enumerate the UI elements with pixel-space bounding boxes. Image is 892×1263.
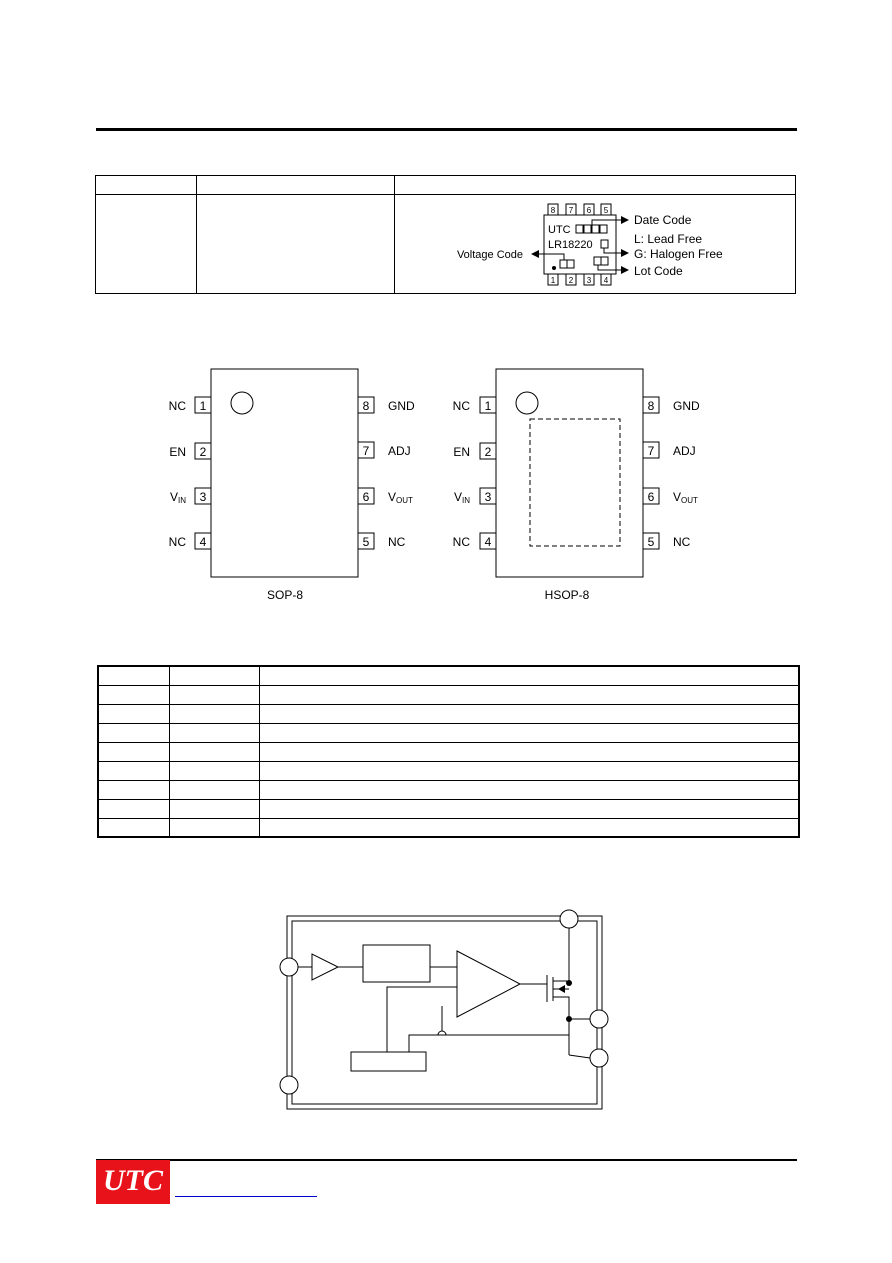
marking-date-code: Date Code xyxy=(634,213,692,227)
hsop8-pin-5: 5 xyxy=(647,535,655,549)
sop8-pin-8-name: GND xyxy=(388,399,415,413)
sop8-pin-8: 8 xyxy=(362,399,370,413)
hsop8-pin-6: 6 xyxy=(647,490,655,504)
hsop8-pin-5-name: NC xyxy=(673,535,691,549)
sop8-pin-5: 5 xyxy=(362,535,370,549)
marking-pin-5: 5 xyxy=(603,206,609,215)
block-pin-right-2 xyxy=(590,1049,608,1067)
header-rule xyxy=(96,128,797,131)
website-link[interactable] xyxy=(175,1182,317,1197)
marking-lot-code: Lot Code xyxy=(634,264,683,278)
marking-top-pins xyxy=(548,204,611,215)
pin-configuration xyxy=(150,360,740,610)
marking-pin-7: 7 xyxy=(568,206,574,215)
sop8-pin-2: 2 xyxy=(199,445,207,459)
block-error-amplifier xyxy=(457,951,520,1017)
marking-voltage-code: Voltage Code xyxy=(456,249,523,261)
hsop8-pin-3-name: VIN xyxy=(453,490,470,505)
marking-chip-part: LR18220 xyxy=(548,239,593,251)
sop8-pin-7: 7 xyxy=(362,444,370,458)
sop8-pin-7-name: ADJ xyxy=(388,444,411,458)
sop8-pin-6: 6 xyxy=(362,490,370,504)
sop8-pin-4: 4 xyxy=(199,535,207,549)
hsop8-pin-8: 8 xyxy=(647,399,655,413)
sop8-pin-6-name: VOUT xyxy=(388,490,413,505)
utc-logo: UTC xyxy=(96,1160,170,1204)
marking-header-2 xyxy=(197,176,395,195)
marking-bottom-pins xyxy=(548,274,611,285)
sop8-label: SOP-8 xyxy=(266,588,304,602)
marking-pin-1: 1 xyxy=(550,276,556,285)
sop8-pin-1: 1 xyxy=(199,399,207,413)
marking-pin-4: 4 xyxy=(603,276,609,285)
block-buffer xyxy=(312,954,338,980)
footer-rule xyxy=(96,1159,797,1161)
sop8-pin-3-name: VIN xyxy=(169,490,186,505)
hsop8-package xyxy=(453,369,700,602)
block-diagram xyxy=(272,905,617,1115)
hsop8-pin-4: 4 xyxy=(484,535,492,549)
marking-diagram xyxy=(440,198,740,290)
marking-header-1 xyxy=(96,176,197,195)
hsop8-pin-4-name: NC xyxy=(452,535,470,549)
marking-pin-8: 8 xyxy=(550,206,556,215)
marking-header-3 xyxy=(395,176,796,195)
hsop8-pin-3: 3 xyxy=(484,490,492,504)
hsop8-pin-1-name: NC xyxy=(452,399,470,413)
sop8-pin-2-name: EN xyxy=(169,445,186,459)
hsop8-pin-6-name: VOUT xyxy=(673,490,698,505)
hsop8-pin-1: 1 xyxy=(484,399,492,413)
pin-description-table xyxy=(97,665,800,838)
marking-pin-6: 6 xyxy=(586,206,592,215)
hsop8-pin-2-name: EN xyxy=(453,445,470,459)
sop8-pin-1-name: NC xyxy=(168,399,186,413)
hsop8-pin-7-name: ADJ xyxy=(673,444,696,458)
sop8-pin-3: 3 xyxy=(199,490,207,504)
hsop8-pin-2: 2 xyxy=(484,445,492,459)
sop8-package xyxy=(169,369,415,602)
sop8-pin-5-name: NC xyxy=(388,535,406,549)
sop8-pin-4-name: NC xyxy=(168,535,186,549)
block-pin-bottom-left xyxy=(280,1076,298,1094)
marking-pin-3: 3 xyxy=(586,276,592,285)
block-control xyxy=(351,1052,426,1071)
hsop8-label: HSOP-8 xyxy=(544,588,590,602)
marking-cell-2 xyxy=(197,195,395,294)
marking-pin-2: 2 xyxy=(568,276,574,285)
marking-cell-1 xyxy=(96,195,197,294)
block-pin-left xyxy=(280,958,298,976)
hsop8-pin-7: 7 xyxy=(647,444,655,458)
marking-chip-brand: UTC xyxy=(548,224,571,236)
block-reference xyxy=(363,945,430,982)
marking-lead-free: L: Lead Free xyxy=(634,232,703,246)
marking-halogen-free: G: Halogen Free xyxy=(634,247,723,261)
block-pin-right-1 xyxy=(590,1010,608,1028)
hsop8-pin-8-name: GND xyxy=(673,399,700,413)
block-pin-top xyxy=(560,910,578,928)
